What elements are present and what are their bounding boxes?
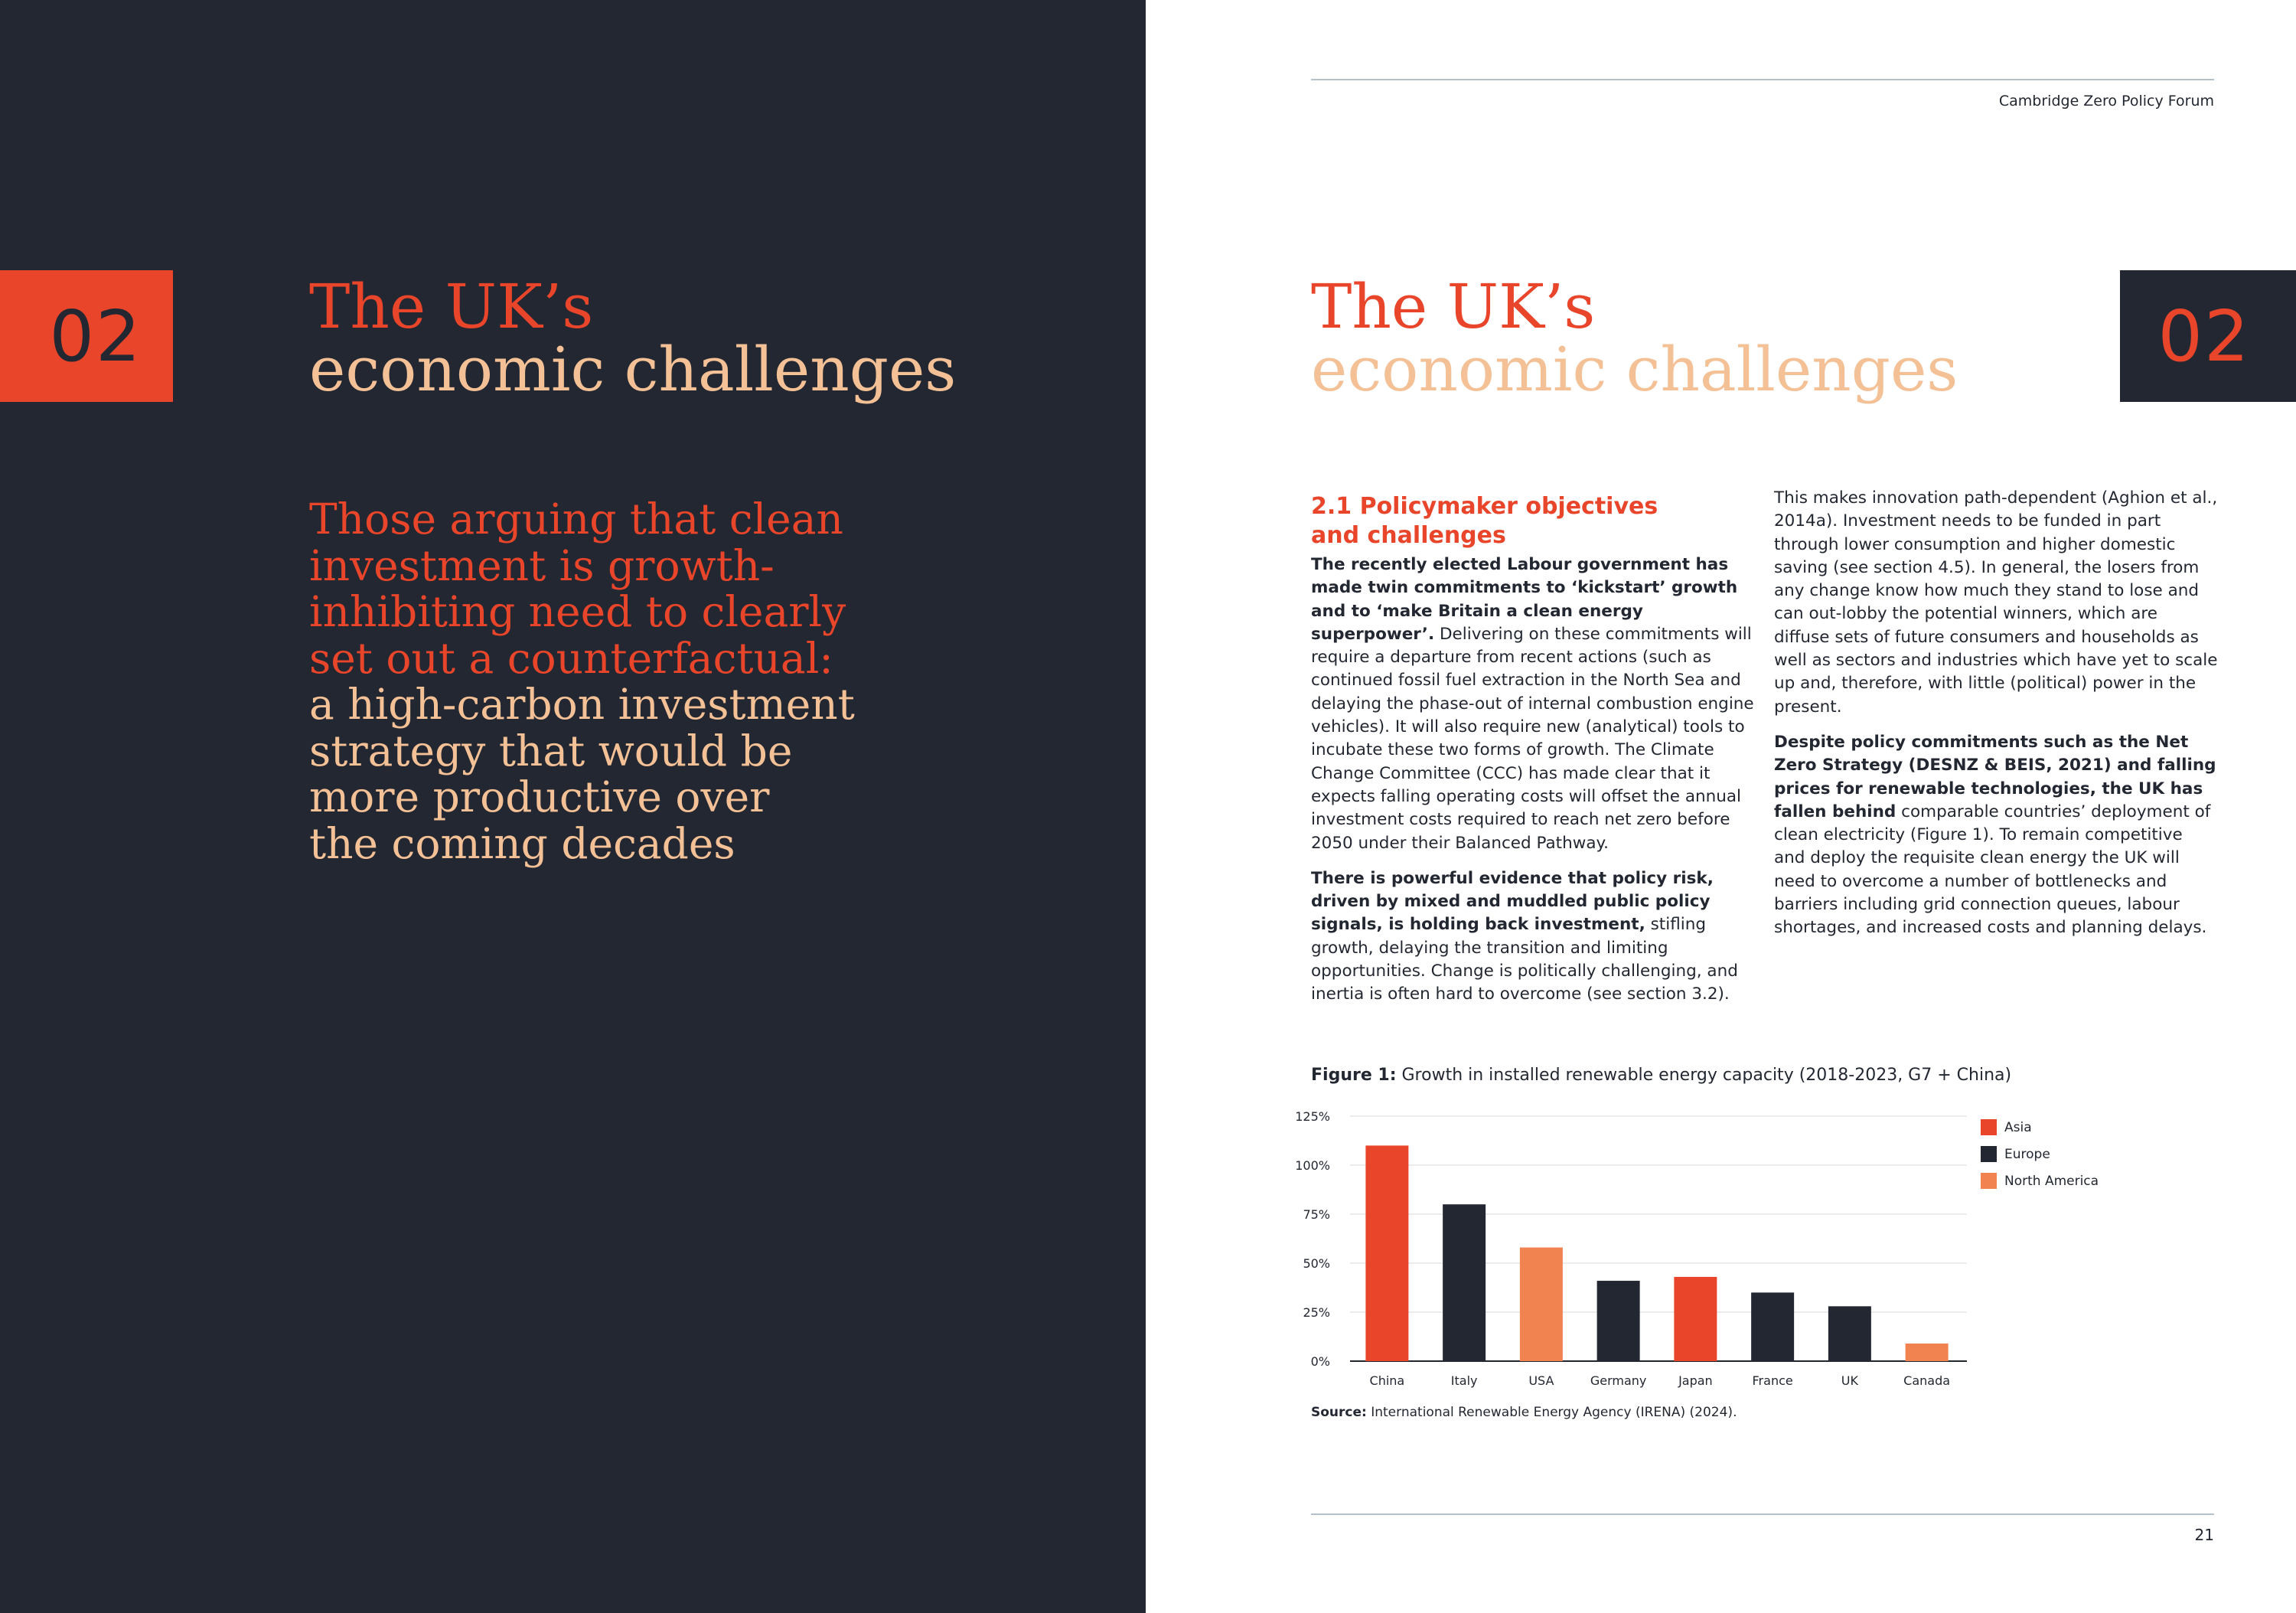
subsection-heading-line1: 2.1 Policymaker objectives bbox=[1311, 493, 1658, 520]
section-title-line1: The UK’s bbox=[1311, 271, 1596, 342]
x-tick-label: USA bbox=[1528, 1373, 1554, 1388]
x-tick-label: Germany bbox=[1590, 1373, 1647, 1388]
chapter-number-tab bbox=[2120, 270, 2296, 402]
y-tick-label: 0% bbox=[1310, 1354, 1330, 1369]
bar-canada bbox=[1906, 1344, 1949, 1361]
x-tick-label: Italy bbox=[1450, 1373, 1478, 1388]
text-column-2 bbox=[1774, 487, 2218, 952]
quote-line: a high-carbon investment bbox=[309, 680, 855, 729]
footer-rule bbox=[1311, 1513, 2214, 1515]
section-title bbox=[1311, 271, 1958, 405]
legend-label: North America bbox=[2004, 1173, 2099, 1189]
chapter-title-line1: The UK’s bbox=[309, 271, 594, 342]
header-rule bbox=[1311, 79, 2214, 80]
chapter-title-line2: economic challenges bbox=[309, 334, 957, 405]
y-tick-label: 50% bbox=[1303, 1256, 1330, 1271]
x-tick-label: Canada bbox=[1903, 1373, 1951, 1388]
legend-label: Europe bbox=[2004, 1146, 2050, 1162]
y-tick-label: 25% bbox=[1303, 1305, 1330, 1320]
quote-line: more productive over bbox=[309, 772, 770, 821]
figure-title: Growth in installed renewable energy capacity (2018-2023, G7 + China) bbox=[1396, 1066, 2012, 1085]
legend-item bbox=[1981, 1167, 2099, 1194]
source-label: Source: bbox=[1311, 1405, 1367, 1420]
chapter-number: 02 bbox=[2157, 295, 2251, 377]
bar-germany bbox=[1597, 1281, 1640, 1361]
chapter-number-box bbox=[0, 270, 173, 402]
quote-line: strategy that would be bbox=[309, 726, 793, 775]
quote-line: set out a counterfactual: bbox=[309, 633, 833, 683]
quote-line: the coming decades bbox=[309, 818, 735, 868]
paragraph bbox=[1311, 867, 1755, 1007]
paragraph-body: comparable countries’ deployment of clean electricity (Figure 1). To remain competitive and deploy the requisite clean energy the UK will need to overcome a number of bottlenecks and barriers including grid connection queues, labour shortages, and increased costs and planning delays. bbox=[1774, 802, 2211, 938]
bar-uk bbox=[1828, 1306, 1871, 1361]
x-tick-label: Japan bbox=[1678, 1373, 1713, 1388]
subsection-heading-line2: and challenges bbox=[1311, 522, 1506, 549]
subsection-heading bbox=[1311, 492, 1755, 550]
pull-quote bbox=[309, 496, 998, 867]
figure-caption bbox=[1311, 1066, 2011, 1085]
legend-swatch bbox=[1981, 1119, 1997, 1135]
chapter-number: 02 bbox=[49, 295, 142, 377]
section-title-line2: economic challenges bbox=[1311, 334, 1958, 405]
quote-line: Those arguing that clean bbox=[309, 495, 843, 544]
x-tick-label: France bbox=[1752, 1373, 1793, 1388]
paragraph-lead: Despite policy commitments such as the Net Zero Strategy (DESNZ & BEIS, 2021) and falling prices for renewable technologies, the UK has fallen behind bbox=[1774, 732, 2216, 821]
y-tick-label: 75% bbox=[1303, 1207, 1330, 1222]
chapter-title bbox=[309, 271, 957, 405]
legend-item bbox=[1981, 1114, 2099, 1141]
chart-legend bbox=[1981, 1114, 2099, 1194]
quote-line: investment is growth- bbox=[309, 540, 775, 590]
legend-swatch bbox=[1981, 1173, 1997, 1189]
paragraph: This makes innovation path-dependent (Aghion et al., 2014a). Investment needs to be funded in part through lower consumption and higher domestic saving (see section 4.5). In general, the losers from any change know how much they stand to lose and can out-lobby the potential winners, which are diffuse sets of future consumers and households as well as sectors and industries which have yet to scale up and, therefore, with little (political) power in the present. bbox=[1774, 488, 2218, 717]
text-column-1 bbox=[1311, 492, 1755, 1019]
left-page bbox=[0, 0, 1146, 1613]
bar-japan bbox=[1674, 1277, 1717, 1361]
source-text: International Renewable Energy Agency (IRENA) (2024). bbox=[1366, 1405, 1737, 1420]
bar-italy bbox=[1443, 1204, 1486, 1361]
x-tick-label: China bbox=[1369, 1373, 1405, 1388]
x-tick-label: UK bbox=[1841, 1373, 1858, 1388]
figure-source bbox=[1311, 1405, 1737, 1420]
paragraph-body: stifling growth, delaying the transition and limiting opportunities. Change is politically challenging, and inertia is often hard to overcome (see section 3.2). bbox=[1311, 915, 1738, 1004]
legend-swatch bbox=[1981, 1146, 1997, 1162]
legend-item bbox=[1981, 1141, 2099, 1167]
y-tick-label: 125% bbox=[1295, 1109, 1330, 1124]
paragraph bbox=[1774, 731, 2218, 940]
running-head: Cambridge Zero Policy Forum bbox=[1998, 93, 2214, 109]
bar-usa bbox=[1520, 1248, 1563, 1361]
quote-line: inhibiting need to clearly bbox=[309, 587, 846, 636]
page-number: 21 bbox=[2194, 1526, 2214, 1544]
paragraph bbox=[1311, 553, 1755, 855]
figure-label: Figure 1: bbox=[1311, 1066, 1397, 1085]
paragraph-lead: There is powerful evidence that policy risk, driven by mixed and muddled public policy signals, is holding back investment, bbox=[1311, 868, 1714, 935]
bar-china bbox=[1365, 1145, 1408, 1361]
y-tick-label: 100% bbox=[1295, 1158, 1330, 1173]
paragraph-lead: The recently elected Labour government has made twin commitments to ‘kickstart’ growth and to ‘make Britain a clean energy superpower’. bbox=[1311, 555, 1738, 644]
legend-label: Asia bbox=[2004, 1119, 2032, 1135]
paragraph-body: Delivering on these commitments will require a departure from recent actions (such as continued fossil fuel extraction in the North Sea and delaying the phase-out of internal combustion engine vehicles). It will also require new (analytical) tools to incubate these two forms of growth. The Climate Change Committee (CCC) has made clear that it expects falling operating costs will offset the annual investment costs required to reach net zero before 2050 under their Balanced Pathway. bbox=[1311, 624, 1754, 853]
bar-france bbox=[1751, 1292, 1794, 1361]
